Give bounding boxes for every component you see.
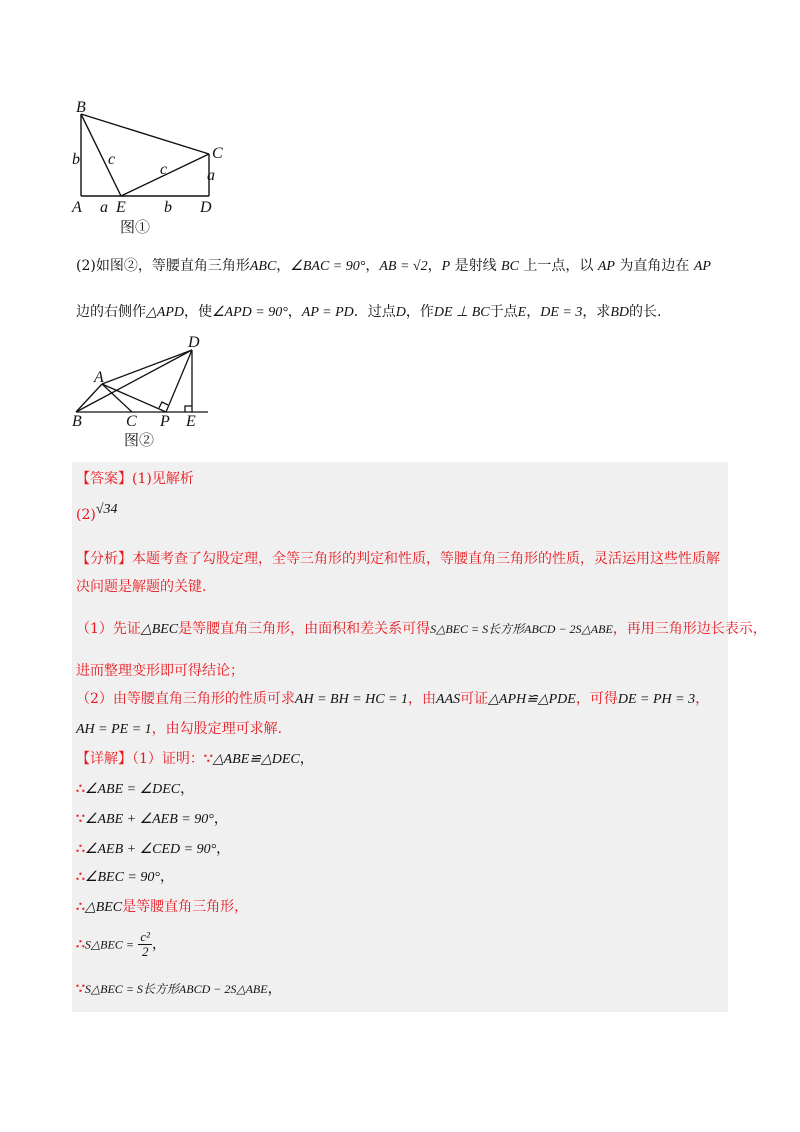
- detail-line-1: 【详解】（1）证明：∵△ABE≌△DEC，: [76, 751, 314, 767]
- fig2-label-D: D: [188, 336, 200, 351]
- label-a-bottom: a: [100, 199, 108, 216]
- answer-line-1: 【答案】(1)见解析: [76, 471, 194, 487]
- detail-line-5: ∴∠BEC = 90°，: [76, 869, 174, 885]
- label-D: D: [200, 199, 212, 216]
- figure-2-diagram: [66, 336, 216, 431]
- therefore-symbol: ∴: [76, 869, 85, 885]
- label-E: E: [116, 199, 126, 216]
- detail-line-3: ∵∠ABE + ∠AEB = 90°，: [76, 811, 228, 827]
- figure-1: [64, 96, 234, 246]
- fig2-label-E: E: [186, 413, 196, 430]
- because-symbol: ∵: [76, 981, 85, 997]
- analysis-line-2: 决问题是解题的关键.: [76, 579, 207, 595]
- label-A: A: [72, 199, 82, 216]
- analysis-tag: 【分析】: [76, 551, 132, 567]
- analysis-part-1-line-1: （1）先证△BEC是等腰直角三角形，由面积和差关系可得S△BEC = S长方形ABCD − 2S△ABE，再用三角形边长表示，: [76, 621, 767, 637]
- fig2-label-B: B: [72, 413, 82, 430]
- problem-2-line-1: (2)如图②，等腰直角三角形ABC，∠BAC = 90°，AB = √2，P 是射线 BC 上一点，以 AP 为直角边在 AP: [76, 258, 711, 274]
- label-c-right: c: [160, 161, 168, 178]
- fraction: $\frac{\text{c²}}{2}$: [140, 929, 151, 959]
- because-symbol: ∵: [76, 811, 85, 827]
- label-b-left: b: [72, 151, 80, 168]
- analysis-part-2-line-1: （2）由等腰直角三角形的性质可求AH = BH = HC = 1，由AAS可证△APH≌△PDE，可得DE = PH = 3，: [76, 691, 710, 707]
- fig2-label-C: C: [126, 413, 137, 430]
- label-B: B: [76, 99, 86, 116]
- label-c-left: c: [108, 151, 116, 168]
- problem-2-line-2: 边的右侧作△APD，使∠APD = 90°，AP = PD．过点D，作DE ⊥ BC于点E，DE = 3，求BD的长.: [76, 304, 662, 320]
- analysis-part-2-line-2: AH = PE = 1，由勾股定理可求解.: [76, 721, 283, 737]
- detail-line-6: ∴△BEC是等腰直角三角形，: [76, 899, 249, 915]
- figure-2-caption: 图②: [124, 431, 155, 449]
- therefore-symbol: ∴: [76, 899, 85, 915]
- label-C: C: [212, 145, 223, 162]
- therefore-symbol: ∴: [76, 841, 85, 857]
- detail-line-7: ∴S△BEC = $\frac{\text{c²}}{2}$ ，: [76, 929, 167, 959]
- therefore-symbol: ∴: [76, 781, 85, 797]
- fig2-label-P: P: [160, 413, 170, 430]
- answer-line-2: (2)√34: [76, 502, 118, 523]
- figure-1-caption: 图①: [120, 218, 151, 236]
- therefore-symbol: ∴: [76, 936, 85, 953]
- label-a-right: a: [207, 167, 215, 184]
- label-b-bottom: b: [164, 199, 172, 216]
- analysis-part-1-line-2: 进而整理变形即可得结论；: [76, 663, 244, 679]
- detail-line-4: ∴∠AEB + ∠CED = 90°，: [76, 841, 231, 857]
- because-symbol: ∵: [203, 751, 213, 767]
- detail-tag: 【详解】: [76, 751, 132, 767]
- answer-tag: 【答案】: [76, 471, 132, 487]
- analysis-line-1: 【分析】本题考查了勾股定理，全等三角形的判定和性质，等腰直角三角形的性质，灵活运用这些性质解: [76, 551, 720, 567]
- figure-2: [66, 336, 216, 456]
- detail-line-2: ∴∠ABE = ∠DEC，: [76, 781, 195, 797]
- detail-line-8: ∵S△BEC = S长方形ABCD − 2S△ABE，: [76, 981, 282, 997]
- fig2-label-A: A: [94, 369, 104, 386]
